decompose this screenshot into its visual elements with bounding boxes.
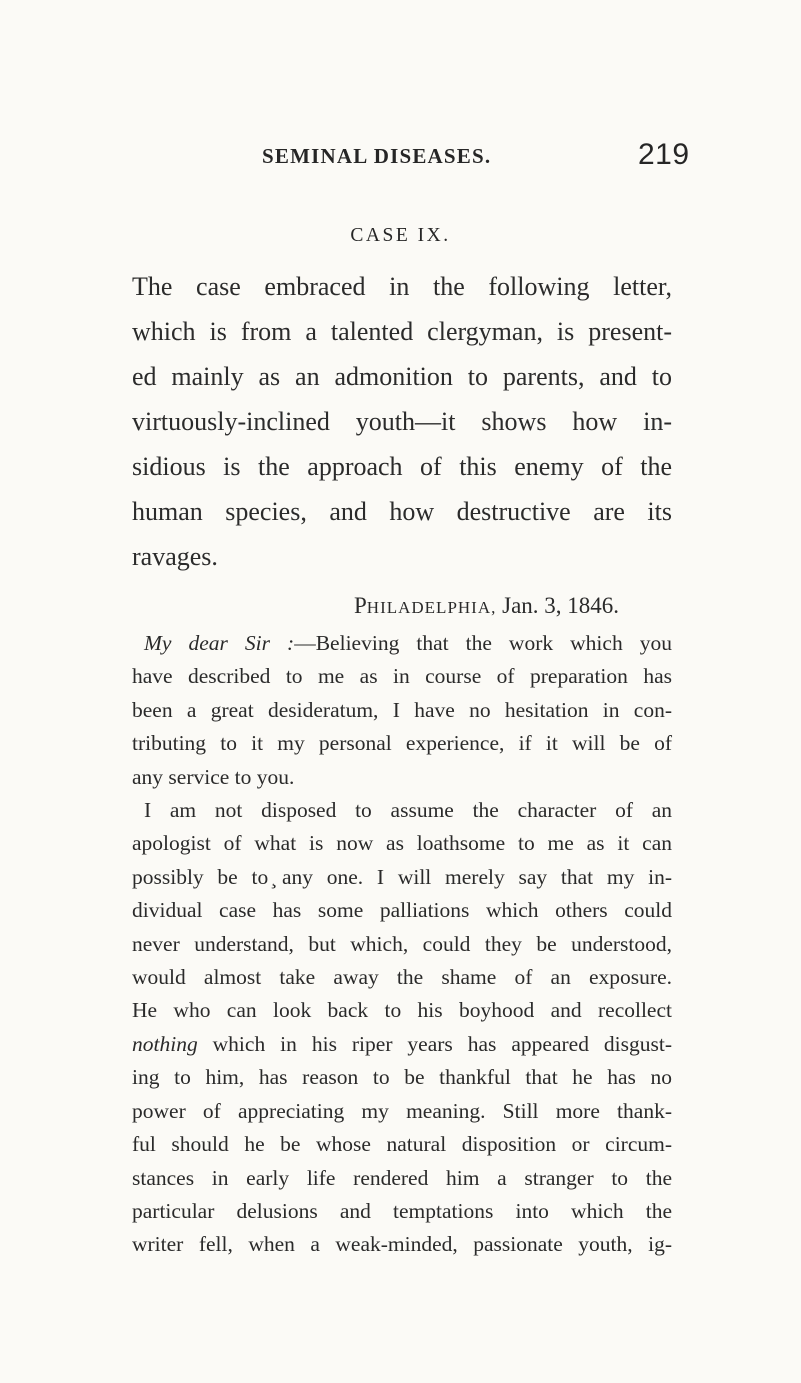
running-head-title: SEMINAL DISEASES. [262,144,492,168]
letter-line-text: —Believing that the work which you [294,631,672,655]
letter-line-text: which in his riper years has appeared disgust- [197,1031,672,1056]
intro-line: ed mainly as an admonition to parents, and to [132,362,672,391]
dateline-city: HILADELPHIA, [366,598,497,617]
letter-dateline [354,593,619,619]
letter-line: stances in early life rendered him a stranger to the [132,1165,672,1190]
dateline-initial: P [354,593,367,618]
dateline-date: Jan. 3, 1846. [496,593,620,618]
letter-line: any service to you. [132,764,295,789]
intro-line: The case embraced in the following letter, [132,272,672,301]
letter-line: apologist of what is now as loathsome to me as it can [132,831,672,856]
letter-body [132,627,672,1262]
letter-line: have described to me as in course of preparation has [132,664,672,689]
letter-line: power of appreciating my meaning. Still more thank- [132,1098,672,1123]
intro-paragraph [132,264,672,579]
letter-line: never understand, but which, could they be understood, [132,931,672,956]
intro-line: human species, and how destructive are its [132,497,672,526]
letter-line: dividual case has some palliations which others could [132,898,672,923]
letter-salutation: My dear Sir : [144,631,295,655]
intro-line: sidious is the approach of this enemy of the [132,452,672,481]
letter-line: I am not disposed to assume the character of an [144,798,672,823]
letter-line: writer fell, when a weak-minded, passionate youth, ig- [132,1232,672,1257]
letter-line: He who can look back to his boyhood and recollect [132,998,672,1023]
intro-line: virtuously-inclined youth—it shows how in- [132,407,672,436]
case-heading: CASE IX. [350,225,451,246]
letter-line [132,1028,672,1061]
letter-line [132,627,672,660]
letter-line: ful should he be whose natural disposition or circum- [132,1132,672,1157]
letter-line: been a great desideratum, I have no hesitation in con- [132,697,672,722]
intro-line: which is from a talented clergyman, is present- [132,317,672,346]
letter-line: possibly be to ̧any one. I will merely say that my in- [132,864,672,889]
letter-line: tributing to it my personal experience, if it will be of [132,731,672,756]
letter-line: ing to him, has reason to be thankful that he has no [132,1065,672,1090]
letter-line: particular delusions and temptations into which the [132,1198,672,1223]
page-number: 219 [638,138,690,171]
emphasis-word: nothing [132,1031,198,1056]
running-head [0,138,801,178]
letter-line: would almost take away the shame of an exposure. [132,965,672,990]
intro-line: ravages. [132,542,218,571]
